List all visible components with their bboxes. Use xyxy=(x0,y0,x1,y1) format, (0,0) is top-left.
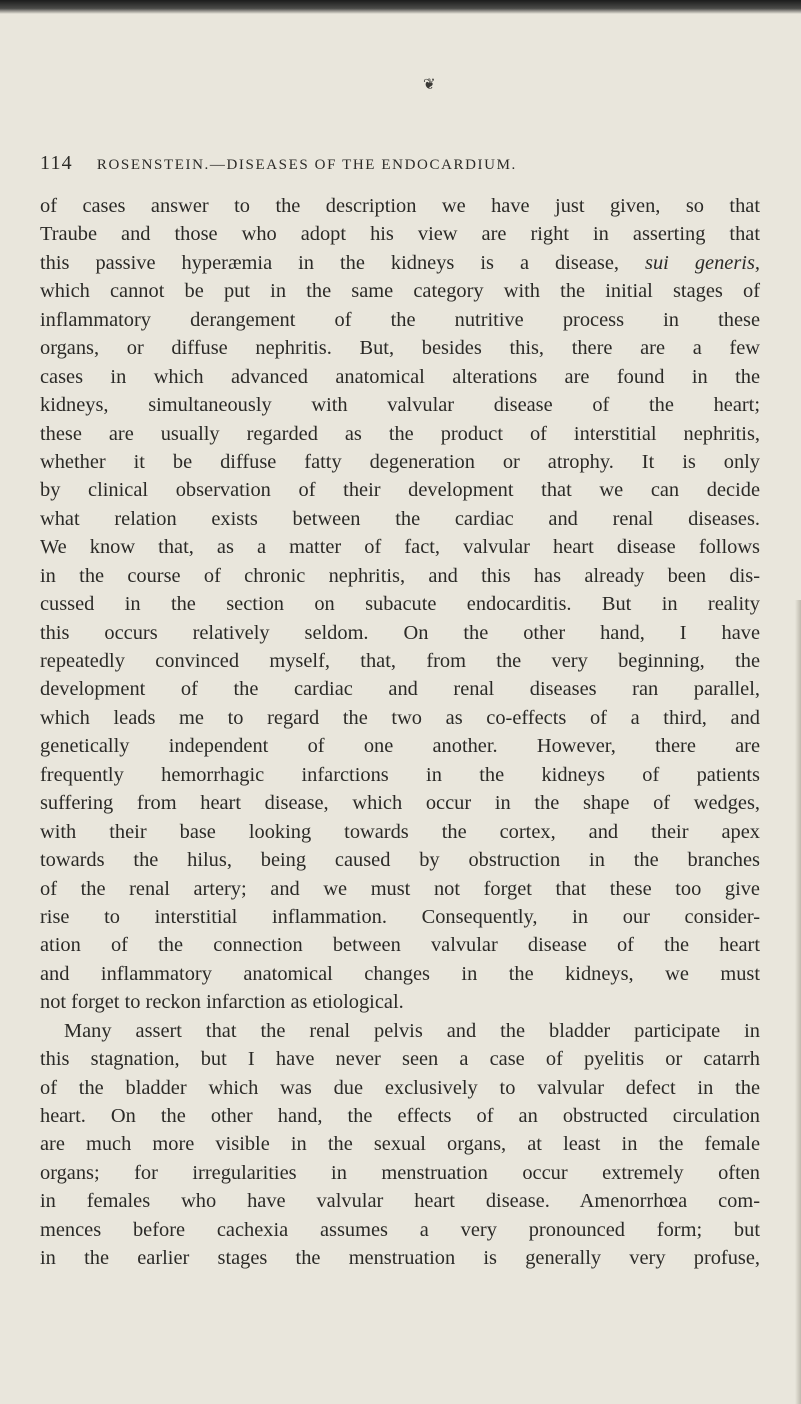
body-text xyxy=(40,192,760,1273)
page-top-edge-shadow xyxy=(0,0,801,14)
paragraph-2 xyxy=(40,1017,760,1273)
running-title: ROSENSTEIN.—DISEASES OF THE ENDOCARDIUM. xyxy=(96,157,517,173)
text-line: not forget to reckon infarction as etiological. xyxy=(40,991,404,1014)
text-line-segment: this passive hyperæmia in the kidneys is a disease, xyxy=(40,251,620,274)
text-line: Traube and those who adopt his view are right in asserting that xyxy=(40,223,760,246)
text-line: with their base looking towards the cortex, and their apex xyxy=(40,820,760,843)
text-line: which leads me to regard the two as co-effects of a third, and xyxy=(40,706,760,729)
text-line: towards the hilus, being caused by obstruction in the branches xyxy=(40,849,760,872)
text-line: suffering from heart disease, which occur in the shape of wedges, xyxy=(40,792,760,815)
text-line: in the earlier stages the menstruation is generally very profuse, xyxy=(40,1247,760,1270)
text-line: these are usually regarded as the product of interstitial nephritis, xyxy=(40,422,760,445)
text-line: by clinical observation of their development that we can decide xyxy=(40,479,760,502)
text-line: this stagnation, but I have never seen a case of pyelitis or catarrh xyxy=(40,1048,760,1071)
text-line: organs, or diffuse nephritis. But, besides this, there are a few xyxy=(40,337,760,360)
text-line: mences before cachexia assumes a very pronounced form; but xyxy=(40,1218,760,1241)
running-header xyxy=(40,150,760,176)
text-line: ation of the connection between valvular disease of the heart xyxy=(40,934,760,957)
text-line: are much more visible in the sexual organs, at least in the female xyxy=(40,1133,760,1156)
page-right-edge-shadow xyxy=(795,600,801,1404)
text-line: We know that, as a matter of fact, valvular heart disease follows xyxy=(40,536,760,559)
text-line: rise to interstitial inflammation. Consequently, in our consider- xyxy=(40,905,760,928)
text-line: inflammatory derangement of the nutritive process in these xyxy=(40,308,760,331)
text-line: of cases answer to the description we have just given, so that xyxy=(40,195,760,217)
text-line: kidneys, simultaneously with valvular disease of the heart; xyxy=(40,394,760,417)
text-line: whether it be diffuse fatty degeneration or atrophy. It is only xyxy=(40,450,760,473)
text-line: of the bladder which was due exclusively to valvular defect in the xyxy=(40,1076,760,1099)
text-line: what relation exists between the cardiac and renal diseases. xyxy=(40,507,760,530)
text-line: heart. On the other hand, the effects of an obstructed circulation xyxy=(40,1105,760,1127)
text-line: cussed in the section on subacute endocarditis. But in reality xyxy=(40,593,760,616)
text-line: of the renal artery; and we must not forget that these too give xyxy=(40,877,760,900)
text-line xyxy=(40,249,760,277)
ornament-mark: ❦ xyxy=(423,77,436,93)
text-line: frequently hemorrhagic infarctions in the kidneys of patients xyxy=(40,763,760,786)
text-line: organs; for irregularities in menstruation occur extremely often xyxy=(40,1161,760,1184)
text-line: which cannot be put in the same category with the initial stages of xyxy=(40,280,760,303)
text-line: cases in which advanced anatomical alterations are found in the xyxy=(40,365,760,388)
italic-phrase: sui generis, xyxy=(645,251,760,274)
paragraph-1 xyxy=(40,192,760,1017)
text-line: and inflammatory anatomical changes in the kidneys, we must xyxy=(40,962,760,985)
text-line: in the course of chronic nephritis, and this has already been dis- xyxy=(40,564,760,587)
page-number: 114 xyxy=(40,152,73,174)
text-line: repeatedly convinced myself, that, from the very beginning, the xyxy=(40,650,760,672)
text-line: this occurs relatively seldom. On the other hand, I have xyxy=(40,621,760,644)
text-line: Many assert that the renal pelvis and the bladder participate in xyxy=(64,1019,760,1042)
text-line: development of the cardiac and renal diseases ran parallel, xyxy=(40,678,760,701)
text-line: in females who have valvular heart disease. Amenorrhœa com- xyxy=(40,1190,760,1213)
text-line: genetically independent of one another. However, there are xyxy=(40,735,760,758)
